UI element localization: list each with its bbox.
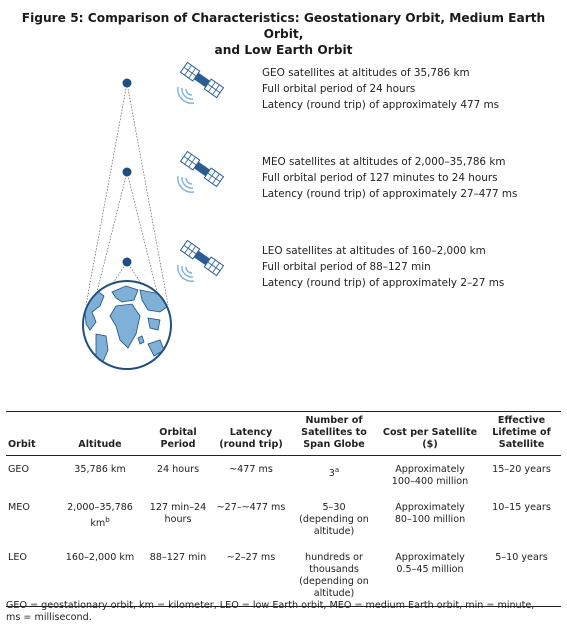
cell-cost: Approximately 0.5–45 million [378,544,482,607]
meo-signal-wave-icon [178,176,194,192]
cell-latency: ~477 ms [229,464,273,475]
leo-desc-line: Latency (round trip) of approximately 2–27 ms [262,277,505,289]
meo-description [262,154,517,202]
cell-orbit: MEO [8,502,30,513]
footnote-marker: b [105,516,110,524]
geo-desc-line: Full orbital period of 24 hours [262,83,416,95]
comparison-table [6,411,561,607]
cell-satellites: 5–30 (depending on altitude) [299,502,369,537]
geo-desc-line: GEO satellites at altitudes of 35,786 km [262,67,470,79]
geo-signal-wave-icon [178,87,194,103]
cell-lifetime: 5–10 years [482,544,561,607]
leo-desc-line: LEO satellites at altitudes of 160–2,000 km [262,245,486,257]
cell-cost: Approximately 100–400 million [391,464,469,487]
meo-desc-line: MEO satellites at altitudes of 2,000–35,786 km [262,156,506,168]
meo-desc-line: Full orbital period of 127 minutes to 24 hours [262,172,498,184]
footnote-marker: a [334,466,340,474]
leo-description [262,243,504,291]
cell-period: 127 min–24 hours [149,502,207,525]
cell-altitude: 35,786 km [74,464,126,475]
cell-period: 24 hours [156,464,200,475]
table-row [6,494,561,544]
cell-cost: Approximately 80–100 million [394,502,466,525]
geo-orbit-dot-icon [123,79,132,88]
meo-orbit-dot-icon [123,168,132,177]
footnote-line2: ms = millisecond. [6,612,92,623]
cell-orbit: LEO [6,544,56,607]
table-header-row [6,412,561,456]
cell-altitude: 2,000–35,786 $km^b$ [67,502,133,530]
leo-signal-wave-icon [178,265,194,281]
table-row [6,456,561,495]
header-cost-per-satellite: Cost per Satellite ($) [378,412,482,456]
cell-latency: ~27–~477 ms [216,502,286,513]
table-footnote [6,600,561,624]
geo-desc-line: Latency (round trip) of approximately 477 ms [262,99,500,111]
header-number-of-satellites: Number of Satellites to Span Globe [290,412,378,456]
header-latency: Latency (round trip) [212,412,290,456]
cell-lifetime: 10–15 years [492,502,551,513]
figure-title-line2: and Low Earth Orbit [214,43,353,57]
leo-desc-line: Full orbital period of 88–127 min [262,261,431,273]
globe-icon [83,281,171,369]
figure-title-line1: Figure 5: Comparison of Characteristics: Geostationary Orbit, Medium Earth Orbit, [21,11,546,41]
header-orbital-period: Orbital Period [144,412,212,456]
meo-desc-line: Latency (round trip) of approximately 27–477 ms [262,188,518,200]
cell-altitude: 160–2,000 km [56,544,144,607]
leo-orbit-dot-icon [123,258,132,267]
geo-coverage-lines [86,83,168,305]
header-effective-lifetime: Effective Lifetime of Satellite [482,412,561,456]
cell-orbit: GEO [8,464,30,475]
cell-latency: ~2–27 ms [212,544,290,607]
cell-satellites: 3$^a$ [328,466,340,480]
cell-period: 88–127 min [144,544,212,607]
header-orbit: Orbit [6,412,56,456]
geo-description [262,65,499,113]
cell-satellites: hundreds or thousands (depending on altitude) [290,544,378,607]
table-row [6,544,561,607]
header-altitude: Altitude [56,412,144,456]
cell-lifetime: 15–20 years [492,464,551,475]
footnote-line1: GEO = geostationary orbit, km = kilometer, LEO = low Earth orbit, MEO = medium Earth orbit, min = minute, [6,600,535,611]
